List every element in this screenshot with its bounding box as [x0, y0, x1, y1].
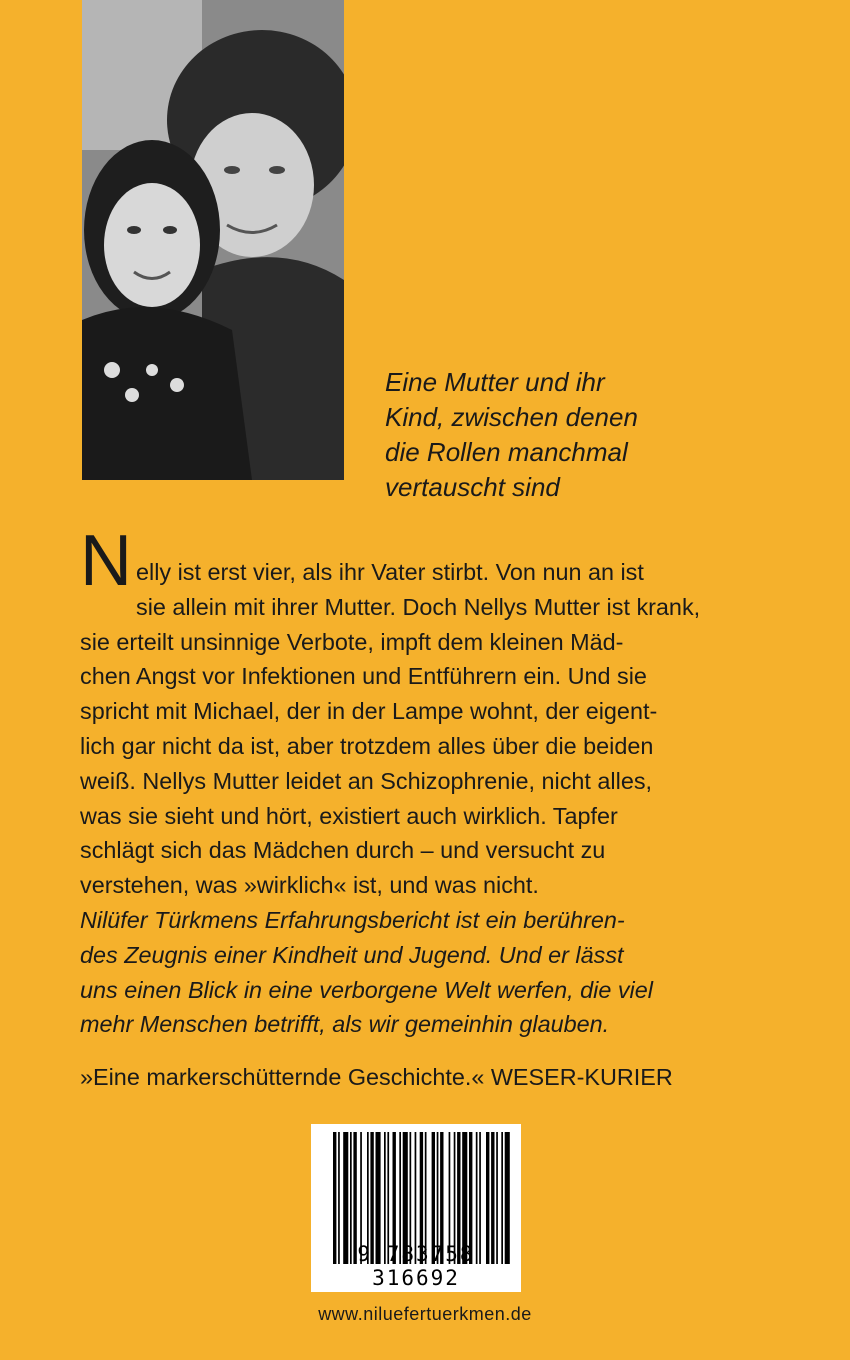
review-line: uns einen Blick in eine verborgene Welt werfen, die viel — [80, 976, 653, 1003]
blurb-line: spricht mit Michael, der in der Lampe wohnt, der eigent- — [80, 698, 658, 725]
review-line: Nilüfer Türkmens Erfahrungsbericht ist ein berühren- — [80, 907, 625, 933]
review-paragraph — [80, 903, 780, 1042]
blurb-line: schlägt sich das Mädchen durch – und versucht zu — [80, 837, 606, 864]
blurb-paragraph — [80, 521, 780, 903]
mother-child-photo-icon — [82, 0, 344, 480]
blurb-line: chen Angst vor Infektionen und Entführern ein. Und sie — [80, 663, 647, 690]
review-line: mehr Menschen betrifft, als wir gemeinhin glauben. — [80, 1011, 610, 1038]
blurb-line: lich gar nicht da ist, aber trotzdem alles über die beiden — [80, 732, 654, 759]
website-url: www.niluefertuerkmen.de — [318, 1304, 532, 1324]
blurb-line: elly ist erst vier, als ihr Vater stirbt. Von nun an ist — [136, 559, 644, 585]
blurb-line: sie allein mit ihrer Mutter. Doch Nellys Mutter ist krank, — [136, 593, 701, 620]
blurb-line: verstehen, was »wirklich« ist, und was nicht. — [80, 872, 539, 899]
barcode — [311, 1124, 521, 1292]
blurb-line: was sie sieht und hört, existiert auch wirklich. Tapfer — [80, 802, 618, 829]
tagline-line: vertauscht sind — [385, 472, 560, 502]
press-quote: »Eine markerschütternde Geschichte.« WESER-KURIER — [80, 1064, 673, 1090]
blurb-line: weiß. Nellys Mutter leidet an Schizophrenie, nicht alles, — [80, 767, 653, 794]
tagline — [385, 365, 825, 505]
tagline-line: Kind, zwischen denen — [385, 402, 638, 432]
blurb-line: sie erteilt unsinnige Verbote, impft dem kleinen Mäd- — [80, 628, 624, 655]
tagline-line: die Rollen manchmal — [385, 437, 628, 467]
review-line: des Zeugnis einer Kindheit und Jugend. Und er lässt — [80, 941, 624, 968]
drop-cap: N — [80, 521, 132, 601]
isbn-number: 9 783758 316692 — [357, 1242, 475, 1290]
tagline-line: Eine Mutter und ihr — [385, 367, 605, 397]
cover-photo — [82, 0, 344, 480]
